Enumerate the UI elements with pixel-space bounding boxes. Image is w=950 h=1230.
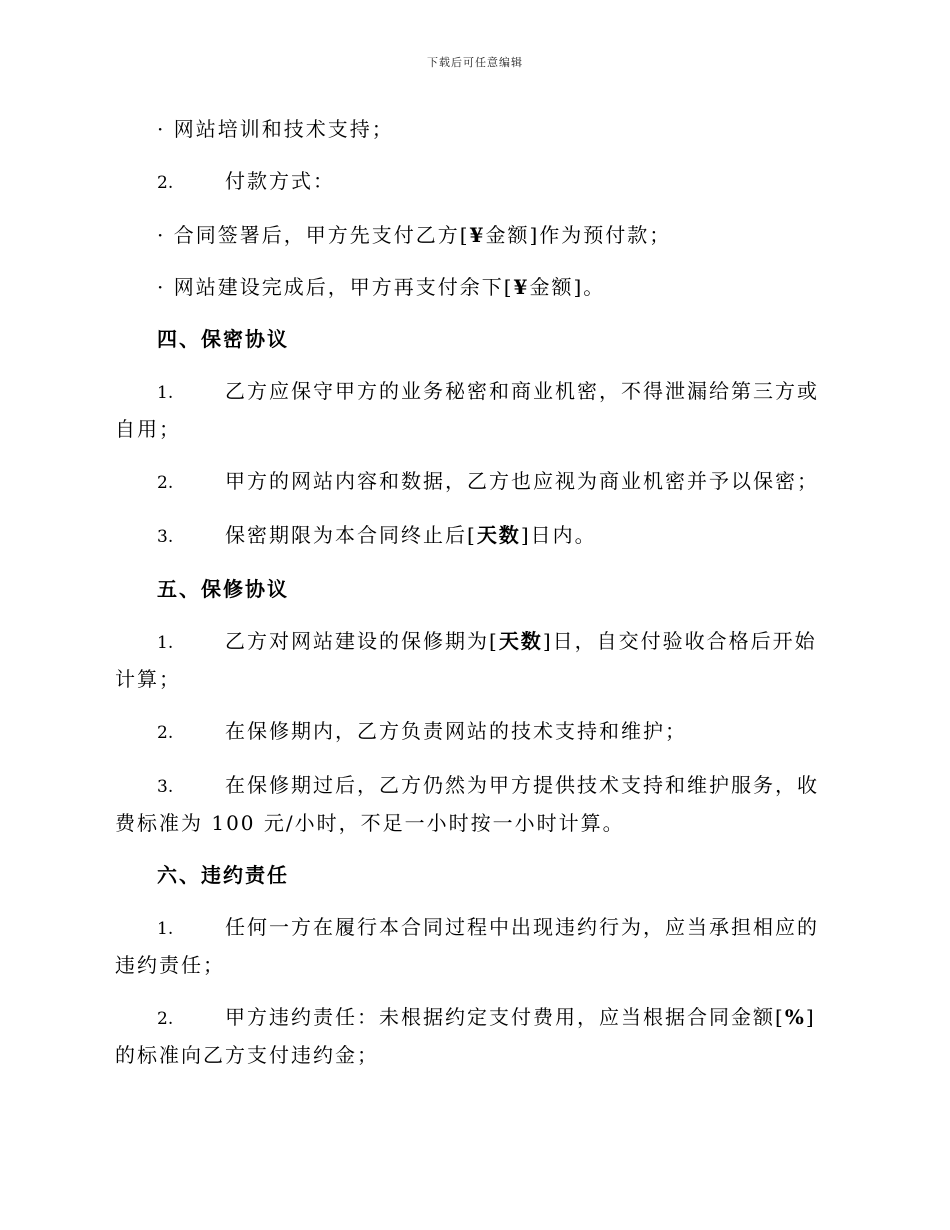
clause-liability-1 [115, 909, 835, 983]
clause-number: 2. [157, 473, 174, 493]
clause-text: ]的标准向乙方支付违约金； [115, 1005, 816, 1067]
clause-number: 1. [157, 919, 174, 939]
bullet-final-payment [115, 269, 835, 305]
clause-text: 甲方违约责任：未根据约定支付费用，应当根据合同金额[ [225, 1005, 785, 1029]
clause-text: 任何一方在履行本合同过程中出现违约行为，应当承担相应的违约责任； [115, 915, 819, 977]
clause-warranty-3 [115, 767, 835, 841]
clause-payment-method [115, 163, 835, 201]
section-heading-warranty: 五、保修协议 [157, 577, 289, 601]
clause-warranty-1 [115, 623, 835, 697]
clause-text: 在保修期内，乙方负责网站的技术支持和维护； [225, 719, 687, 743]
clause-confidentiality-1 [115, 373, 835, 447]
bullet-text: · 网站建设完成后，甲方再支付余下[ [157, 275, 514, 299]
clause-text: 乙方对网站建设的保修期为[ [225, 629, 499, 653]
document-body [115, 111, 835, 1089]
clause-text: ]日，自交付验收合格后开始计算； [115, 629, 817, 691]
clause-number: 2. [157, 173, 174, 193]
clause-number: 1. [157, 383, 174, 403]
bullet-text: 金额]。 [529, 275, 606, 299]
page-header: 下载后可任意编辑 [427, 56, 523, 69]
yen-symbol: ¥ [513, 275, 530, 299]
clause-number: 2. [157, 723, 174, 743]
bullet-training-support: · 网站培训和技术支持； [157, 117, 394, 141]
clause-confidentiality-3 [115, 517, 835, 555]
clause-text: 付款方式： [225, 169, 335, 193]
bullet-text: 金额]作为预付款； [485, 223, 672, 247]
clause-number: 2. [157, 1009, 174, 1029]
clause-text: 在保修期过后，乙方仍然为甲方提供技术支持和维护服务，收费标准为 100 元/小时，不足一小时按一小时计算。 [115, 773, 819, 835]
clause-number: 1. [157, 633, 174, 653]
bullet-prepayment [115, 217, 835, 253]
placeholder-percent: % [784, 1005, 806, 1029]
yen-symbol: ¥ [469, 223, 486, 247]
clause-text: 保密期限为本合同终止后[ [225, 523, 477, 547]
clause-liability-2 [115, 999, 835, 1073]
clause-text: ]日内。 [520, 523, 597, 547]
bullet-text: · 合同签署后，甲方先支付乙方[ [157, 223, 470, 247]
clause-warranty-2 [115, 713, 835, 751]
section-heading-confidentiality: 四、保密协议 [157, 327, 289, 351]
clause-text: 乙方应保守甲方的业务秘密和商业机密，不得泄漏给第三方或自用； [115, 379, 819, 441]
placeholder-days: 天数 [498, 629, 543, 653]
clause-number: 3. [157, 777, 174, 797]
clause-number: 3. [157, 527, 174, 547]
clause-text: 甲方的网站内容和数据，乙方也应视为商业机密并予以保密； [225, 469, 819, 493]
placeholder-days: 天数 [476, 523, 521, 547]
clause-confidentiality-2 [115, 463, 835, 501]
section-heading-liability: 六、违约责任 [157, 863, 289, 887]
